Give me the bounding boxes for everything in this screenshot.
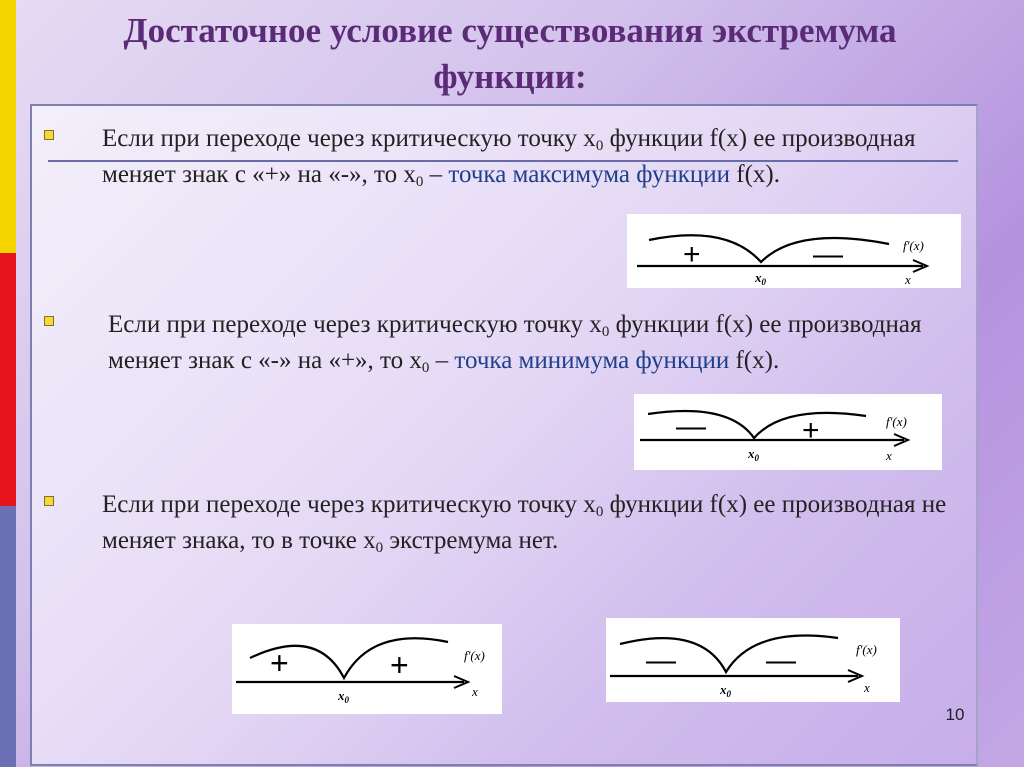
left-sign: — — [676, 410, 706, 443]
bullet-icon — [44, 130, 54, 140]
right-sign: + — [390, 647, 409, 683]
x0-label: $х_0$ — [720, 682, 731, 699]
x0-label: $х_0$ — [755, 270, 766, 287]
page-number: 10 — [945, 705, 965, 724]
left-sign: + — [683, 238, 701, 271]
x0-label: $х_0$ — [338, 688, 349, 705]
sign-diagram-minimum — [634, 394, 942, 470]
sign-diagram-no-extremum-positive — [232, 624, 502, 714]
derivative-label: f'(x) — [464, 648, 485, 663]
side-strip-blue — [0, 506, 16, 767]
condition-maximum-text: Если при переходе через критическую точку $х_0$ функции f(х) ее производная меняет знак с «+» на «-», то $х_0$ – точка максимума функции f(x). — [102, 125, 916, 190]
left-sign: — — [646, 644, 676, 677]
right-sign: — — [766, 644, 796, 677]
right-sign: — — [813, 238, 843, 271]
bullet-icon — [44, 316, 54, 326]
side-strip-red — [0, 253, 16, 506]
title-line-2: функции: — [433, 57, 587, 96]
condition-no-extremum-text: Если при переходе через критическую точку $х_0$ функции f(х) ее производная не меняет знака, то в точке $х_0$ экстремума нет. — [102, 491, 947, 556]
x-axis-label: x — [864, 680, 870, 695]
x0-label: $х_0$ — [748, 446, 759, 463]
side-strip-yellow — [0, 0, 16, 253]
x-axis-label: x — [472, 684, 478, 699]
derivative-label: f'(x) — [903, 238, 924, 253]
slide-title — [30, 8, 990, 100]
left-sign: + — [270, 645, 289, 681]
sign-diagram-maximum — [627, 214, 961, 288]
x-axis-label: x — [905, 272, 911, 287]
bullet-icon — [44, 496, 54, 506]
right-sign: + — [802, 414, 820, 447]
sign-diagram-no-extremum-negative — [606, 618, 900, 702]
derivative-label: f'(x) — [856, 642, 877, 657]
x-axis-label: x — [886, 448, 892, 463]
title-line-1: Достаточное условие существования экстремума — [123, 11, 897, 50]
condition-minimum-text: Если при переходе через критическую точку $х_0$ функции f(х) ее производная меняет знак с «-» на «+», то $х_0$ – точка минимума функции f(x). — [108, 311, 922, 376]
derivative-label: f'(x) — [886, 414, 907, 429]
